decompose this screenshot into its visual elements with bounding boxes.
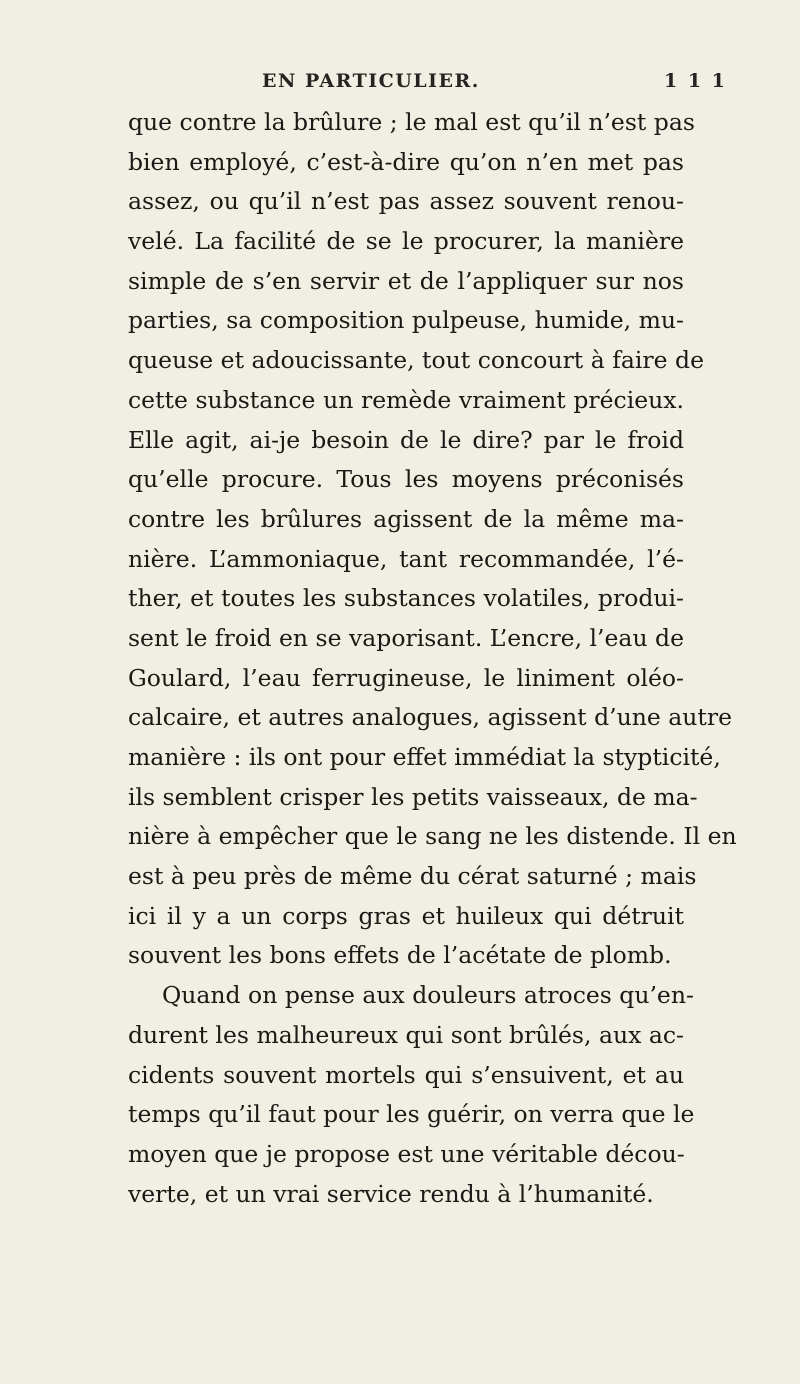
text-line: ils semblent crisper les petits vaisseaux, de ma- (128, 782, 698, 811)
text-line: que contre la brûlure ; le mal est qu’il n’est pas (128, 108, 695, 136)
text-line: cette substance un remède vraiment précieux. (128, 385, 684, 414)
text-line: queuse et adoucissante, tout concourt à faire de (128, 346, 704, 375)
text-line: nière à empêcher que le sang ne les distende. Il en (128, 822, 737, 851)
text-line: cidents souvent mortels qui s’ensuivent, et au (128, 1060, 684, 1089)
running-header (0, 70, 800, 100)
text-line: qu’elle procure. Tous les moyens préconisés (128, 465, 684, 494)
text-line: ici il y a un corps gras et huileux qui détruit (128, 901, 684, 930)
text-line: parties, sa composition pulpeuse, humide, mu- (128, 306, 684, 335)
running-header-title: EN PARTICULIER. (262, 70, 480, 92)
text-line: velé. La facilité de se le procurer, la manière (128, 227, 684, 256)
text-line: Goulard, l’eau ferrugineuse, le liniment oléo- (128, 663, 684, 692)
text-line: temps qu’il faut pour les guérir, on verra que le (128, 1100, 695, 1129)
text-line: Elle agit, ai-je besoin de le dire? par le froid (128, 425, 684, 454)
text-line: assez, ou qu’il n’est pas assez souvent renou- (128, 187, 684, 216)
text-line: durent les malheureux qui sont brûlés, aux ac- (128, 1020, 684, 1049)
text-line: souvent les bons effets de l’acétate de plomb. (128, 941, 672, 970)
text-line: contre les brûlures agissent de la même ma- (128, 504, 684, 533)
text-line: Quand on pense aux douleurs atroces qu’en- (162, 981, 694, 1010)
text-line: nière. L’ammoniaque, tant recommandée, l’é- (128, 544, 684, 573)
text-line: ther, et toutes les substances volatiles, produi- (128, 584, 684, 613)
text-line: simple de s’en servir et de l’appliquer sur nos (128, 266, 684, 295)
body-text (128, 103, 737, 1214)
text-line: calcaire, et autres analogues, agissent d’une autre (128, 703, 732, 732)
text-line: verte, et un vrai service rendu à l’humanité. (128, 1179, 654, 1208)
text-line: manière : ils ont pour effet immédiat la stypticité, (128, 743, 721, 771)
page-number: 1 1 1 (664, 70, 727, 92)
text-line: bien employé, c’est-à-dire qu’on n’en met pas (128, 147, 684, 176)
text-line: est à peu près de même du cérat saturné ; mais (128, 862, 697, 891)
text-line: sent le froid en se vaporisant. L’encre, l’eau de (128, 623, 684, 652)
text-line: moyen que je propose est une véritable décou- (128, 1139, 685, 1168)
